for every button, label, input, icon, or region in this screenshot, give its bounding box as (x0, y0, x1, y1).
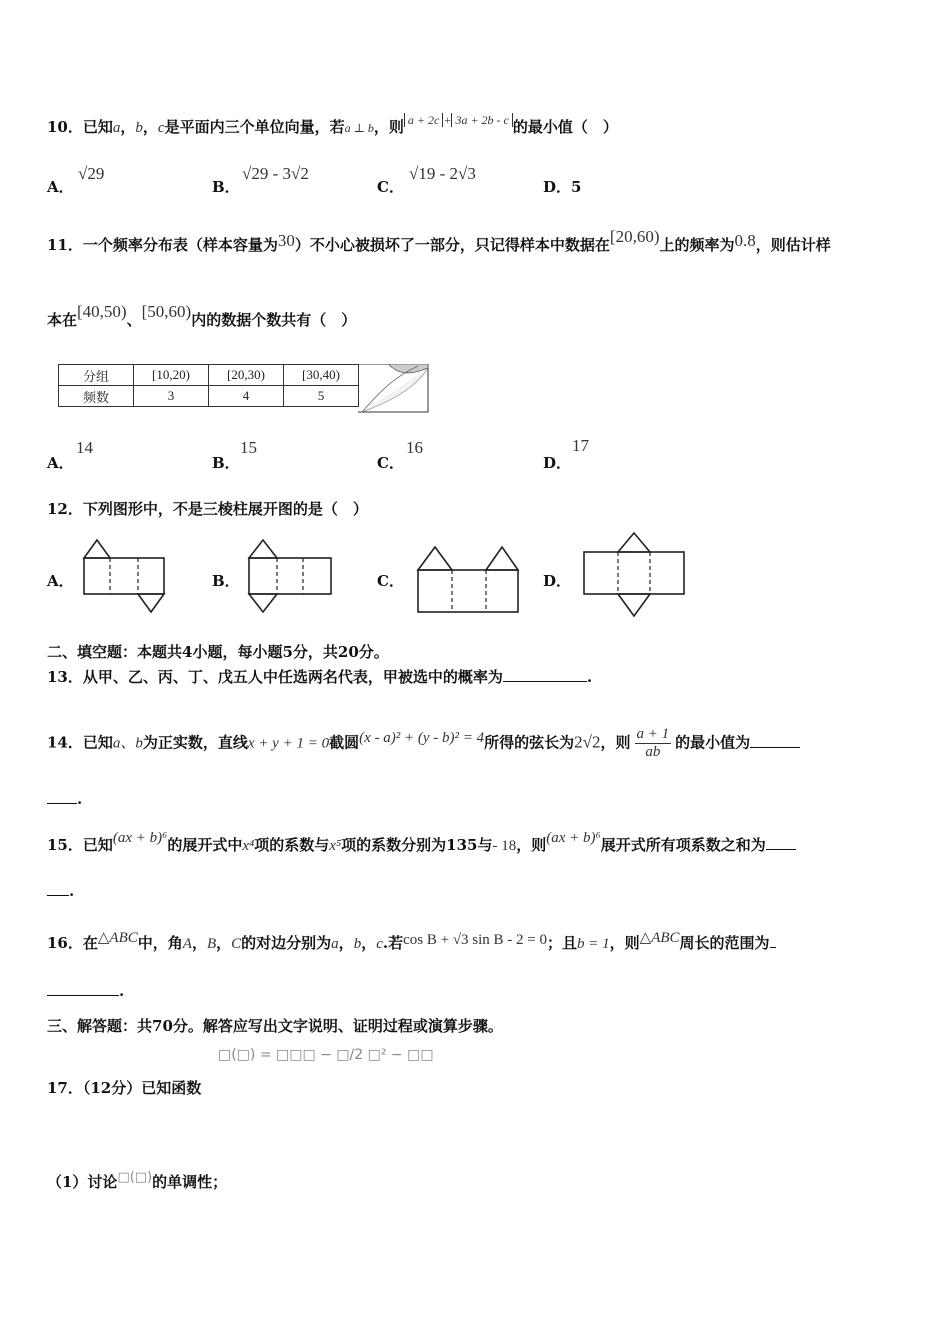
q16-answer-blank-cont[interactable] (47, 995, 119, 996)
q17-part1 (47, 1171, 227, 1192)
q12-option-b[interactable]: B． (212, 572, 240, 590)
q14-fraction-numerator: a + 1 (636, 726, 670, 742)
q17-function-image: □(□) = □□□ − □/2 □² − □□ (218, 1047, 434, 1063)
q11-option-c[interactable] (377, 452, 404, 473)
q17-part1-text-a: （1）讨论 (47, 1173, 118, 1191)
q16-answer-blank[interactable] (770, 947, 776, 948)
q17-part1-text-b: 的单调性； (152, 1173, 228, 1191)
q17-stem: 17．（12分）已知函数 (47, 1079, 202, 1097)
table-header-cell: [20,30) (209, 365, 284, 386)
q10-option-a[interactable] (47, 176, 74, 197)
q15-text-f: 展开式所有项系数之和为 (600, 836, 766, 854)
q10-stem (47, 113, 618, 137)
q15-negative-value: - 18 (492, 838, 517, 854)
option-label: B． (212, 454, 240, 472)
q10-option-b[interactable] (212, 176, 240, 197)
q11-frequency-table (58, 364, 359, 407)
prism-net-b-diagram (245, 538, 337, 616)
q14-text-b: 为正实数，直线 (142, 733, 248, 752)
table-header-cell: 分组 (59, 365, 134, 386)
q10-option-c-value: √19 - 2√3 (409, 164, 476, 183)
q16-text-g: 周长的范围为 (679, 934, 770, 952)
q14-answer-blank[interactable] (750, 747, 800, 748)
q14-period: . (77, 790, 83, 808)
q10-comma: ， (142, 118, 158, 136)
q14-chord-length: 2√2 (574, 732, 601, 752)
prism-net-a-diagram (80, 538, 170, 616)
q11-line1 (47, 227, 831, 255)
q11-text-f: 内的数据个数共有（ ） (191, 311, 357, 329)
q10-text3: 的最小值（ ） (512, 118, 618, 136)
q14-text-d: 所得的弦长为 (484, 733, 575, 752)
q15-text-b: 的展开式中 (167, 836, 243, 854)
q11-interval-1: [40,50) (77, 302, 127, 321)
q15-x5: x⁵ (329, 838, 342, 854)
q16-continuation (47, 982, 124, 1000)
q16-text-a: 16．在 (47, 934, 98, 952)
q14-vars-ab: a、b (112, 735, 143, 752)
section-2-title: 二、填空题：本题共4小题，每小题5分，共20分。 (47, 643, 389, 661)
q14-text-a: 14．已知 (47, 733, 113, 752)
q11-option-a-value: 14 (76, 438, 93, 457)
q14-fraction-denominator: ab (645, 744, 661, 760)
q16-angle-b: B (206, 936, 217, 952)
q16-text-f: ，则 (609, 934, 640, 952)
q16-comma: ， (361, 934, 377, 952)
q12-option-a[interactable]: A． (47, 572, 74, 590)
q15-expr-2: (ax + b)⁶ (546, 830, 601, 846)
q14-continuation (47, 790, 82, 808)
q16-triangle: △ABC (97, 930, 138, 946)
q13-stem (47, 666, 592, 687)
q15-continuation (47, 882, 74, 900)
q10-option-b-value: √29 - 3√2 (242, 164, 309, 183)
table-row (59, 365, 359, 386)
q11-text-c: 上的频率为 (659, 236, 735, 254)
q12-option-d[interactable]: D． (543, 572, 572, 590)
q14-line-eq: x + y + 1 = 0 (247, 735, 330, 752)
q10-comma: ， (120, 118, 136, 136)
q16-text-b: 中，角 (137, 934, 183, 952)
q14-text-c: 截圆 (329, 733, 360, 752)
q11-text-b: ）不小心被损坏了一部分，只记得样本中数据在 (294, 236, 610, 254)
table-cell: 5 (284, 386, 359, 407)
q16-comma: ， (216, 934, 232, 952)
q15-x4: x⁴ (242, 838, 255, 854)
q16-b-equals: b = 1 (577, 936, 610, 952)
q16-period: . (119, 982, 125, 1000)
option-value: 5 (571, 178, 582, 196)
q11-text-d: ，则估计样 (755, 236, 831, 254)
q12-option-c[interactable]: C． (377, 572, 404, 590)
q16-side-c: c (376, 936, 383, 952)
q15-answer-blank-cont[interactable] (47, 895, 69, 896)
q11-separator: 、 (126, 311, 142, 329)
q16-side-a: a (331, 936, 339, 952)
q10-var-a: a (112, 120, 121, 136)
q11-frequency: 0.8 (734, 231, 756, 250)
torn-corner-icon (358, 364, 432, 414)
q15-text-a: 15．已知 (47, 836, 113, 854)
option-label: C． (377, 178, 404, 196)
option-label: D． (543, 454, 572, 472)
section-3-title: 三、解答题：共70分。解答应写出文字说明、证明过程或演算步骤。 (47, 1017, 503, 1035)
option-label: D． (543, 178, 572, 196)
q10-text2: ，则 (373, 118, 404, 136)
q10-plus: + (443, 113, 452, 127)
q11-interval: [20,60) (609, 227, 660, 246)
q15-period: . (69, 882, 75, 900)
q16-text-c: 的对边分别为 (241, 934, 332, 952)
q15-expr: (ax + b)⁶ (112, 830, 168, 846)
option-label: B． (212, 178, 240, 196)
q10-option-a-value: √29 (78, 164, 105, 183)
q16-comma: ， (191, 934, 207, 952)
q11-option-b[interactable] (212, 452, 240, 473)
q12-stem: 12．下列图形中，不是三棱柱展开图的是（ ） (47, 500, 368, 518)
prism-net-d-diagram (580, 530, 688, 622)
q16-side-b: b (353, 936, 362, 952)
q16-angle-a: A (182, 936, 192, 952)
option-label: C． (377, 454, 404, 472)
q10-number: 10．已知 (47, 118, 113, 136)
q11-option-a[interactable] (47, 452, 74, 473)
q10-abs-expr1: a + 2c (404, 113, 443, 127)
q16-text-d: .若 (382, 934, 404, 952)
q16-comma: ， (338, 934, 354, 952)
table-header-cell: [10,20) (134, 365, 209, 386)
table-cell: 4 (209, 386, 284, 407)
q11-option-d[interactable] (543, 452, 571, 473)
q13-answer-blank[interactable] (503, 681, 587, 682)
q11-interval-2: [50,60) (141, 302, 192, 321)
q11-option-b-value: 15 (240, 438, 257, 457)
q13-text: 13．从甲、乙、丙、丁、戊五人中任选两名代表，甲被选中的概率为 (47, 668, 503, 686)
q15-answer-blank[interactable] (766, 849, 796, 850)
table-cell: 3 (134, 386, 209, 407)
q14-answer-blank-cont[interactable] (47, 803, 77, 804)
q10-abs-expr2: 3a + 2b - c (451, 113, 512, 127)
q16-equation: cos B + √3 sin B - 2 = 0 (403, 932, 548, 948)
prism-net-c-diagram (414, 544, 522, 618)
q11-option-c-value: 16 (406, 438, 423, 457)
q13-period: . (586, 668, 593, 686)
option-label: A． (47, 454, 74, 472)
table-row-label: 频数 (59, 386, 134, 407)
q11-option-d-value: 17 (572, 436, 589, 455)
q15-text-c: 项的系数与 (254, 836, 330, 854)
q10-option-d[interactable] (543, 176, 581, 197)
q14-circle-eq: (x - a)² + (y - b)² = 4 (359, 729, 485, 746)
q15-stem (47, 830, 796, 855)
q16-angle-c: C (231, 936, 242, 952)
q17-part1-function-image: □(□) (117, 1170, 153, 1185)
q10-option-c[interactable] (377, 176, 404, 197)
q16-stem (47, 932, 776, 953)
q14-text-e: ，则 (600, 733, 631, 752)
table-header-cell: [30,40) (284, 365, 359, 386)
q11-sample-size: 30 (277, 231, 295, 250)
q15-text-e: ，则 (516, 836, 547, 854)
q14-text-f: 的最小值为 (675, 733, 751, 752)
q11-text-a: 11．一个频率分布表（样本容量为 (47, 236, 278, 254)
q11-line2 (47, 302, 357, 330)
q15-text-d: 项的系数分别为135与 (341, 836, 493, 854)
q10-var-b: b (135, 120, 143, 136)
q10-perp: a ⊥ b (344, 121, 374, 135)
table-row (59, 386, 359, 407)
q14-stem (47, 726, 800, 761)
q14-fraction (635, 726, 672, 761)
q16-triangle-2: △ABC (639, 930, 680, 946)
q16-text-e: ；且 (547, 934, 578, 952)
q10-text1: 是平面内三个单位向量，若 (164, 118, 345, 136)
q11-text-e: 本在 (47, 311, 78, 329)
option-label: A． (47, 178, 74, 196)
q10-var-c: c (157, 120, 165, 136)
